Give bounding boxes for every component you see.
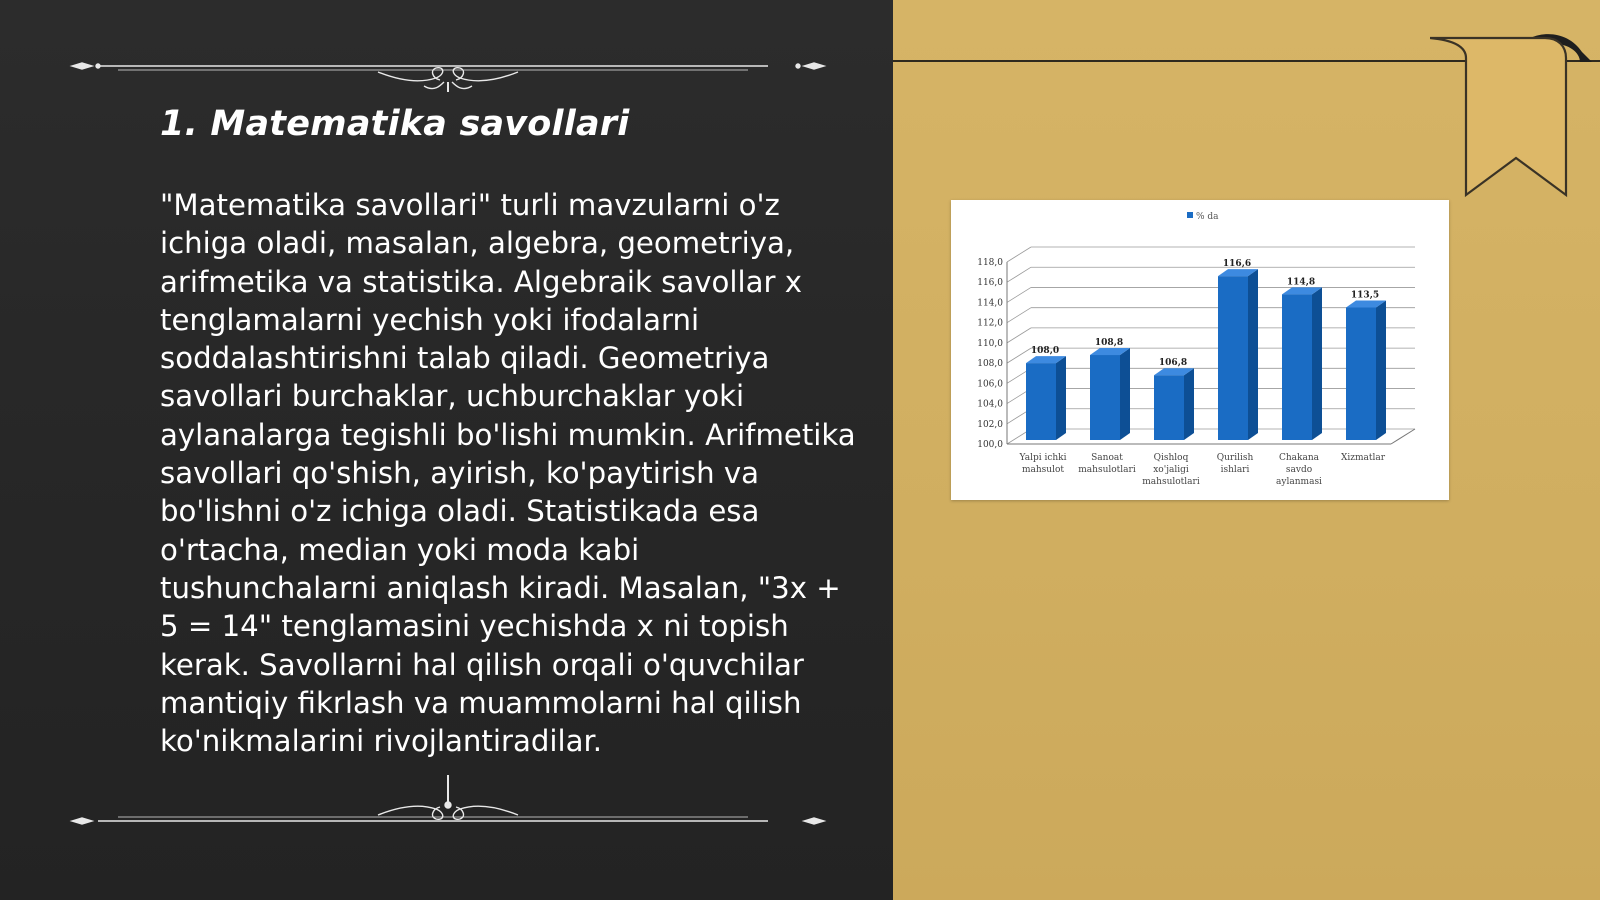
bar-chart (951, 200, 1449, 500)
gridline-depth (1007, 308, 1031, 323)
data-label: 108,0 (1030, 346, 1060, 357)
data-label: 106,8 (1158, 358, 1188, 369)
floor-edge (1391, 429, 1415, 444)
slide-body-text: "Matematika savollari" turli mavzularni o'z ichiga oladi, masalan, algebra, geometriya, arifmetika va statistika. Algebraik savollar x tenglamalarni yechish yoki ifodalarni soddalashtirishni talab qiladi. Geometriya savollari burchaklar, uchburchaklar yoki aylanalarga tegishli bo'lishi mumkin. Arifmetika savollari qo'shish, ayirish, ko'paytirish va bo'lishni o'z ichiga oladi. Statistikada esa o'rtacha, median yoki moda kabi tushunchalarni aniqlash kiradi. Masalan, "3x + 5 = 14" tenglamasini yechishda x ni topish kerak. Savollarni hal qilish orqali o'quvchilar mantiqiy fikrlash va muammolarni hal qilish ko'nikmalarini rivojlantiradilar. (160, 188, 856, 759)
y-tick-label: 110,0 (977, 338, 1003, 349)
y-tick-label: 100,0 (977, 440, 1003, 450)
data-label: 114,8 (1286, 277, 1316, 288)
data-label: 116,6 (1222, 259, 1252, 270)
y-tick-label: 112,0 (977, 318, 1003, 329)
bar-side (1184, 368, 1194, 440)
x-tick-label: aylanmasi (1276, 477, 1322, 487)
legend-swatch (1187, 212, 1193, 218)
slide-title: 1. Matematika savollari (160, 104, 630, 144)
x-tick-label: xo'jaligi (1153, 465, 1189, 475)
x-tick-label: ishlari (1220, 465, 1250, 475)
y-tick-label: 102,0 (977, 419, 1003, 430)
x-tick-label: mahsulotlari (1078, 465, 1136, 475)
y-tick-label: 106,0 (977, 379, 1003, 390)
ornamental-divider-top-icon (68, 42, 828, 92)
x-tick-label: Qishloq (1153, 453, 1189, 463)
y-tick-label: 118,0 (977, 258, 1003, 268)
x-tick-label: Sanoat (1091, 453, 1123, 463)
bar-side (1120, 348, 1130, 440)
y-tick-label: 108,0 (977, 359, 1003, 370)
bar (1346, 308, 1376, 441)
x-tick-label: Xizmatlar (1340, 453, 1386, 463)
x-tick-label: Qurilish (1216, 453, 1254, 463)
gridline-depth (1007, 267, 1031, 282)
bar-side (1248, 269, 1258, 440)
gridline-depth (1007, 348, 1031, 363)
y-tick-label: 116,0 (977, 278, 1003, 289)
x-tick-label: mahsulotlari (1142, 477, 1200, 487)
x-tick-label: savdo (1285, 465, 1313, 475)
bar (1090, 355, 1120, 440)
bar-side (1056, 356, 1066, 440)
gridline-depth (1007, 287, 1031, 302)
bar-side (1376, 301, 1386, 441)
legend-label: % da (1196, 212, 1219, 222)
gridline-depth (1007, 328, 1031, 343)
chart-card (951, 200, 1449, 500)
data-label: 113,5 (1350, 290, 1380, 301)
bar (1282, 294, 1312, 440)
y-tick-label: 104,0 (977, 399, 1003, 410)
bookmark-ribbon-icon (1430, 30, 1600, 205)
bar-side (1312, 287, 1322, 440)
bar (1026, 363, 1056, 440)
x-tick-label: Yalpi ichki (1019, 453, 1067, 463)
data-label: 108,8 (1094, 338, 1124, 349)
bar (1218, 276, 1248, 440)
gridline-depth (1007, 247, 1031, 262)
ornamental-divider-bottom-icon (68, 775, 828, 825)
x-tick-label: Chakana (1278, 453, 1320, 463)
bar (1154, 375, 1184, 440)
y-tick-label: 114,0 (977, 298, 1003, 309)
x-tick-label: mahsulot (1021, 465, 1065, 475)
